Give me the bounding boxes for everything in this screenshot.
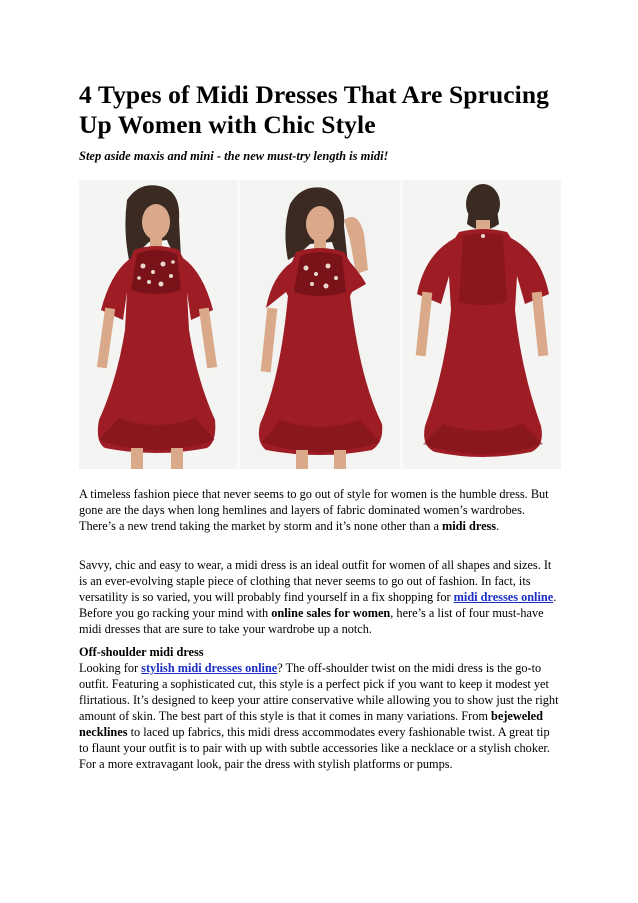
off-shoulder-section (79, 644, 561, 772)
bold-term: midi dress (442, 519, 497, 533)
section-heading: Off-shoulder midi dress (79, 645, 204, 659)
bold-term: online sales for women (271, 606, 391, 620)
text-run: Savvy, chic and easy to wear, a midi dress is an ideal outfit for women of all shapes and sizes. It is an ever-evolving staple piece of clothing that never seems to go out of fashion. In fact, its versatility is so varied, you will probably find yourself in a fix shopping for (79, 558, 552, 604)
text-run: . Before you go racking your mind with (79, 590, 557, 620)
text-run: Looking for (79, 661, 142, 675)
text-run: . (496, 519, 500, 533)
dress-front-view-image (79, 180, 237, 469)
dress-front-pose-image (240, 180, 400, 469)
hero-image (79, 180, 561, 469)
text-run: , here’s a list of four must-have midi dresses that are sure to take your wardrobe up a notch. (79, 606, 544, 636)
article-subtitle: Step aside maxis and mini - the new must-try length is midi! (79, 149, 389, 163)
text-run: ? The off-shoulder twist on the midi dress is the go-to outfit. Featuring a sophisticated cut, this style is a perfect pick if you want to keep it modest yet flirtatious. It’s designed to keep your attire conservative while allowing you to show just the right amount of skin. The best part of this style is that it comes in many variations. From (79, 661, 559, 723)
stylish-midi-dresses-link[interactable]: stylish midi dresses online (141, 661, 278, 675)
second-paragraph (79, 557, 561, 637)
text-run: to laced up fabrics, this midi dress accommodates every fashionable twist. A great tip to flaunt your outfit is to pair with up with subtle accessories like a necklace or a stylish choker. For a more extravagant look, pair the dress with stylish platforms or pumps. (79, 725, 550, 771)
midi-dresses-online-link[interactable]: midi dresses online (453, 590, 554, 604)
bold-term: bejeweled necklines (79, 709, 543, 739)
dress-back-view-image (403, 180, 561, 469)
intro-paragraph (79, 486, 561, 534)
article-title: 4 Types of Midi Dresses That Are Sprucing Up Women with Chic Style (79, 80, 549, 139)
text-run: A timeless fashion piece that never seems to go out of style for women is the humble dress. But gone are the days when long hemlines and layers of fabric dominated women’s wardrobes. There’s a new trend taking the market by storm and it’s none other than a (79, 487, 549, 533)
